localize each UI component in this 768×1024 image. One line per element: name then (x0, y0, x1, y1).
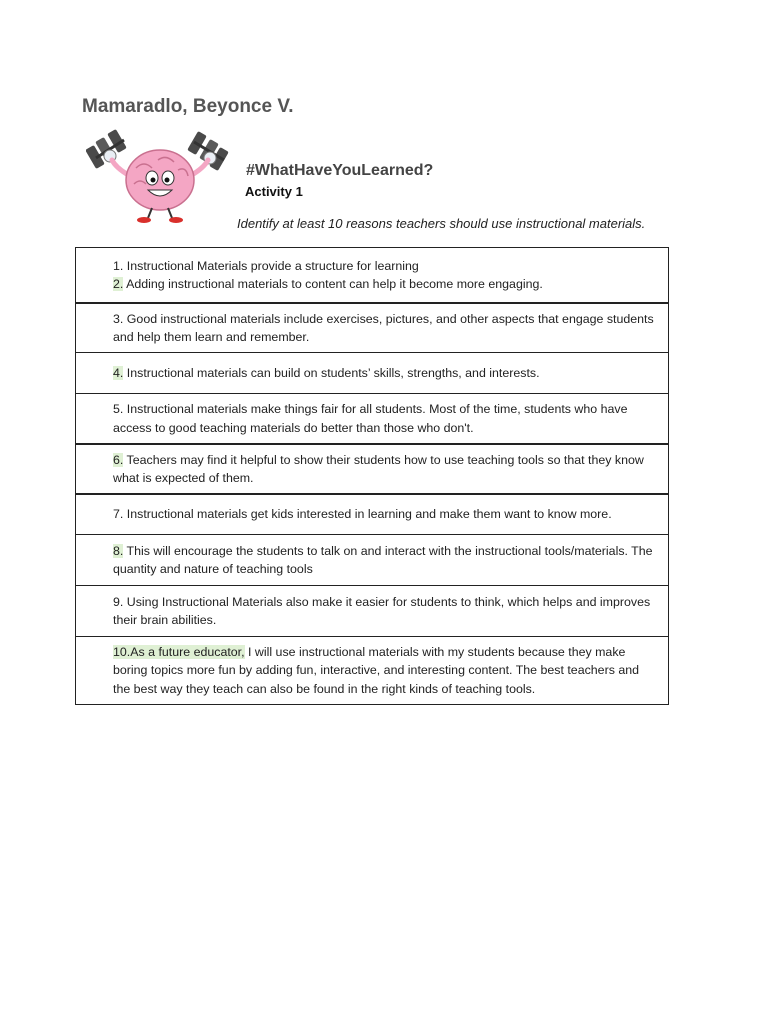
reason-row-7 (76, 493, 668, 534)
reason-item-4 (113, 364, 654, 383)
brain-icon (126, 150, 194, 210)
reason-item-8 (113, 542, 654, 579)
reason-item-10 (113, 643, 654, 699)
activity-heading: #WhatHaveYouLearned? (246, 162, 434, 179)
brain-weightlifter-illustration (86, 124, 234, 224)
reason-number: 5. (113, 402, 124, 416)
reason-number: 6. (113, 452, 124, 467)
reason-number: 8. (113, 543, 124, 558)
reason-row-3 (76, 302, 668, 352)
reason-item-9 (113, 593, 654, 630)
reason-number: 9. (113, 594, 124, 609)
reason-row-10 (76, 636, 668, 704)
reason-text: Good instructional materials include exercises, pictures, and other aspects that engage students and help them learn and remember. (113, 311, 654, 344)
reason-text: Instructional materials make things fair for all students. Most of the time, students who have access to good teaching materials do better than those who don't. (113, 402, 628, 435)
right-dumbbell-icon (187, 131, 229, 171)
left-dumbbell-icon (86, 129, 127, 169)
reason-number: 7. (113, 507, 124, 522)
reasons-table (75, 247, 669, 705)
reason-row-group-1 (76, 248, 668, 302)
reason-row-5 (76, 393, 668, 443)
reason-row-6 (76, 443, 668, 493)
reason-text: Teachers may find it helpful to show their students how to use teaching tools so that they know what is expected of them. (113, 452, 644, 485)
reason-number: 4. (113, 365, 124, 380)
reason-number: 3. (113, 311, 124, 326)
reason-row-8 (76, 534, 668, 585)
reason-text: Instructional materials can build on students’ skills, strengths, and interests. (123, 365, 540, 380)
instructions-text: Identify at least 10 reasons teachers should use instructional materials. (237, 216, 646, 231)
reason-text: Using Instructional Materials also make it easier for students to think, which helps and improves their brain abilities. (113, 594, 651, 627)
reason-number: 1. (113, 258, 124, 273)
reason-item-6 (113, 451, 654, 488)
reason-item-7 (113, 505, 654, 524)
reason-item-3 (113, 310, 654, 347)
reason-text: Adding instructional materials to content can help it become more engaging. (123, 277, 543, 291)
reason-number: 2. (113, 277, 124, 291)
reason-row-9 (76, 585, 668, 636)
reason-row-4 (76, 352, 668, 393)
reason-item-1 (113, 257, 654, 276)
reason-number: 10.As a future educator, (113, 644, 245, 659)
reason-item-2 (113, 275, 654, 294)
reason-text: Instructional Materials provide a structure for learning (123, 258, 419, 273)
student-name: Mamaradlo, Beyonce V. (82, 96, 294, 117)
reason-text: Instructional materials get kids interested in learning and make them want to know more. (123, 507, 612, 522)
reason-text: I will use instructional materials with my students because they make boring topics more fun by adding fun, interactive, and interesting content. The best teachers and the best way they teach can also be found in the right kinds of teaching tools. (113, 644, 640, 696)
reason-item-5 (113, 400, 654, 437)
reason-text: This will encourage the students to talk on and interact with the instructional tools/materials. The quantity and nature of teaching tools (113, 543, 653, 576)
activity-label: Activity 1 (245, 184, 303, 199)
